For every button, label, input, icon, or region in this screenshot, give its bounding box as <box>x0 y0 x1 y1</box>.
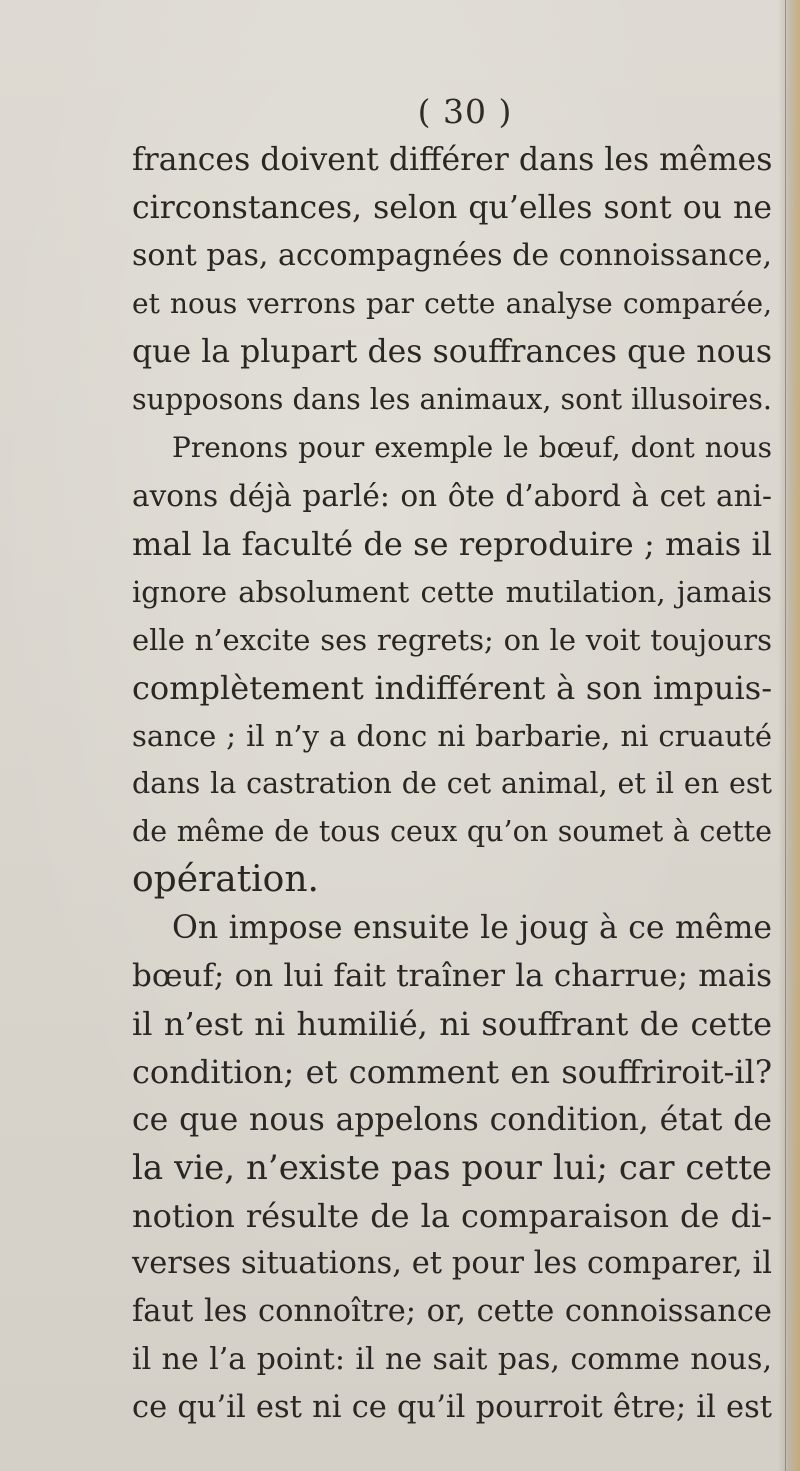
text-line: il n’est ni humilié, ni souffrant de cette <box>132 1005 772 1043</box>
page-edge-line <box>785 0 786 1471</box>
text-line: opération. <box>132 859 319 900</box>
text-line: sont pas, accompagnées de connoissance, <box>132 238 772 273</box>
text-line: ce qu’il est ni ce qu’il pourroit être; il est <box>132 1390 772 1425</box>
text-line: dans la castration de cet animal, et il en est <box>132 767 772 800</box>
text-line: condition; et comment en souffriroit-il? <box>132 1053 772 1091</box>
body-text <box>132 136 772 1432</box>
page-edge-shadow <box>778 0 800 1471</box>
text-line: notion résulte de la comparaison de di- <box>132 1197 772 1235</box>
text-line: ce que nous appelons condition, état de <box>132 1102 772 1138</box>
text-line: et nous verrons par cette analyse comparée, <box>132 287 772 320</box>
text-line: la vie, n’existe pas pour lui; car cette <box>132 1148 772 1188</box>
text-line: ignore absolument cette mutilation, jamais <box>132 575 772 609</box>
text-line: mal la faculté de se reproduire ; mais il <box>132 525 772 563</box>
text-line: bœuf; on lui fait traîner la charrue; mais <box>132 958 772 994</box>
text-line: verses situations, et pour les comparer, il <box>132 1246 772 1281</box>
text-line: faut les connoître; or, cette connoissance <box>132 1294 772 1329</box>
text-line: supposons dans les animaux, sont illusoires. <box>132 383 772 416</box>
text-line: circonstances, selon qu’elles sont ou ne <box>132 190 772 226</box>
text-line: complètement indifférent à son impuis- <box>132 669 772 707</box>
text-line: Prenons pour exemple le bœuf, dont nous <box>172 431 772 464</box>
text-line: On impose ensuite le joug à ce même <box>172 910 772 946</box>
text-line: elle n’excite ses regrets; on le voit toujours <box>132 623 772 657</box>
text-line: avons déjà parlé: on ôte d’abord à cet ani- <box>132 479 772 513</box>
text-line: frances doivent différer dans les mêmes <box>132 142 773 178</box>
text-line: il ne l’a point: il ne sait pas, comme nous, <box>132 1342 772 1377</box>
page-number: ( 30 ) <box>417 92 513 131</box>
text-line: que la plupart des souffrances que nous <box>132 334 772 370</box>
text-line: sance ; il n’y a donc ni barbarie, ni cruauté <box>132 719 772 753</box>
text-line: de même de tous ceux qu’on soumet à cette <box>132 815 772 848</box>
